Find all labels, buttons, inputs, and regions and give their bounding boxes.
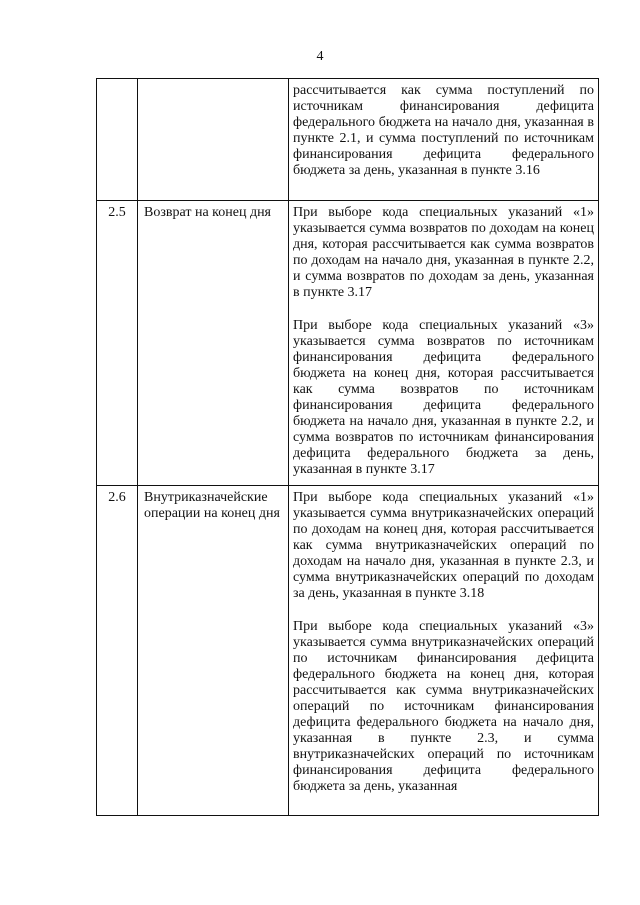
row-number: 2.5 bbox=[97, 201, 138, 486]
row-number bbox=[97, 79, 138, 201]
description-paragraph: рассчитывается как сумма поступлений по источникам финансирования дефицита федерального бюджета на начало дня, указанная в пункте 2.1, и сумма поступлений по источникам финансирования дефицита федерального бюджета за день, указанная в пункте 3.16 bbox=[293, 83, 594, 178]
row-description bbox=[289, 79, 599, 201]
row-description bbox=[289, 201, 599, 486]
page-number: 4 bbox=[316, 49, 324, 64]
row-field-name: Внутриказначейские операции на конец дня bbox=[138, 486, 289, 816]
description-paragraph: При выборе кода специальных указаний «1» указывается сумма возвратов по доходам на конец дня, которая рассчитывается как сумма возвратов по доходам на начало дня, указанная в пункте 2.2, и сумма возвратов по доходам за день, указанная в пункте 3.17 bbox=[293, 205, 594, 300]
table-row bbox=[97, 79, 599, 201]
row-field-name bbox=[138, 79, 289, 201]
specification-table bbox=[96, 78, 599, 816]
description-paragraph: При выборе кода специальных указаний «3» указывается сумма возвратов по источникам финансирования дефицита федерального бюджета на конец дня, которая рассчитывается как сумма возвратов по источникам финансирования дефицита федерального бюджета на начало дня, указанная в пункте 2.2, и сумма возвратов по источникам финансирования дефицита федерального бюджета за день, указанная в пункте 3.17 bbox=[293, 318, 594, 477]
table-row bbox=[97, 486, 599, 816]
description-paragraph: При выборе кода специальных указаний «3» указывается сумма внутриказначейских операций по источникам финансирования дефицита федерального бюджета на конец дня, которая рассчитывается как сумма внутриказначейских операций по источникам финансирования дефицита федерального бюджета на начало дня, указанная в пункте 2.3, и сумма внутриказначейских операций по источникам финансирования дефицита федерального бюджета за день, указанная bbox=[293, 619, 594, 794]
description-paragraph: При выборе кода специальных указаний «1» указывается сумма внутриказначейских операций по доходам на конец дня, которая рассчитывается как сумма внутриказначейских операций по доходам на начало дня, указанная в пункте 2.3, и сумма внутриказначейских операций по доходам за день, указанная в пункте 3.18 bbox=[293, 490, 594, 601]
table-row bbox=[97, 201, 599, 486]
row-description bbox=[289, 486, 599, 816]
row-field-name: Возврат на конец дня bbox=[138, 201, 289, 486]
row-number: 2.6 bbox=[97, 486, 138, 816]
